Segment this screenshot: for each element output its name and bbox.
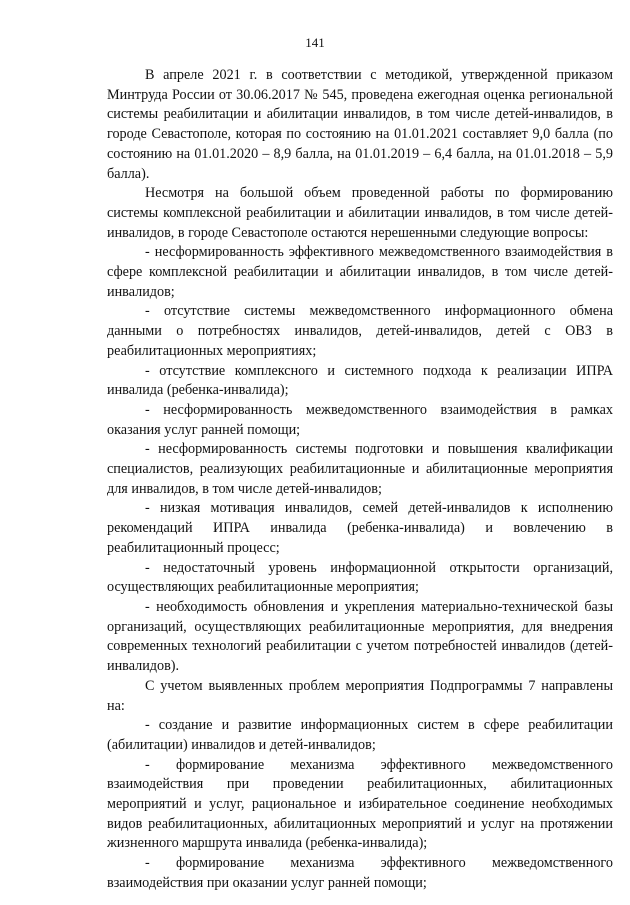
page-number: 141	[305, 35, 325, 50]
paragraph-measures-intro: С учетом выявленных проблем мероприятия Подпрограммы 7 направлены на:	[107, 677, 613, 714]
measure-item: - создание и развитие информационных систем в сфере реабилитации (абилитации) инвалидов и детей-инвалидов;	[107, 717, 613, 753]
paragraph-unresolved-issues: Несмотря на большой объем проведенной работы по формированию системы комплексной реабилитации и абилитации инвалидов, в том числе детей-инвалидов, в городе Севастополе остаются нерешенными следующие вопросы:	[107, 185, 613, 241]
document-body	[107, 66, 613, 894]
issue-item: - отсутствие системы межведомственного информационного обмена данными о потребностях инвалидов, детей-инвалидов, детей с ОВЗ в реабилитационных мероприятиях;	[107, 303, 613, 359]
issue-item: - несформированность системы подготовки и повышения квалификации специалистов, реализующих реабилитационные и абилитационные мероприятия для инвалидов, в том числе детей-инвалидов;	[107, 441, 613, 497]
issue-item: - недостаточный уровень информационной открытости организаций, осуществляющих реабилитационные мероприятия;	[107, 559, 613, 596]
issue-item: - низкая мотивация инвалидов, семей детей-инвалидов к исполнению рекомендаций ИПРА инвалида (ребенка-инвалида) и вовлечению в реабилитационный процесс;	[107, 500, 613, 556]
issue-item: - несформированность межведомственного взаимодействия в рамках оказания услуг ранней помощи;	[107, 401, 613, 438]
issue-item: - необходимость обновления и укрепления материально-технической базы организаций, осуществляющих реабилитационные мероприятия, для внедрения современных технологий реабилитации с учетом потребностей инвалидов (детей-инвалидов).	[107, 598, 613, 675]
measure-item: - формирование механизма эффективного межведомственного взаимодействия при оказании услуг ранней помощи;	[107, 855, 613, 891]
measure-item: - формирование механизма эффективного межведомственного взаимодействия при проведении реабилитационных, абилитационных мероприятий и услуг, рациональное и избирательное соединение необходимых видов реабилитационных, абилитационных мероприятий и услуг на протяжении жизненного маршрута инвалида (ребенка-инвалида);	[107, 756, 613, 852]
issue-item: - отсутствие комплексного и системного подхода к реализации ИПРА инвалида (ребенка-инвалида);	[107, 362, 613, 399]
paragraph-assessment: В апреле 2021 г. в соответствии с методикой, утвержденной приказом Минтруда России от 30.06.2017 № 545, проведена ежегодная оценка региональной системы реабилитации и абилитации инвалидов, в том числе детей-инвалидов, в городе Севастополе, которая по состоянию на 01.01.2021 составляет 9,0 балла (по состоянию на 01.01.2020 – 8,9 балла, на 01.01.2019 – 6,4 балла, на 01.01.2018 – 5,9 балла).	[107, 67, 613, 182]
issue-item: - несформированность эффективного межведомственного взаимодействия в сфере комплексной реабилитации и абилитации инвалидов, в том числе детей-инвалидов;	[107, 244, 613, 300]
